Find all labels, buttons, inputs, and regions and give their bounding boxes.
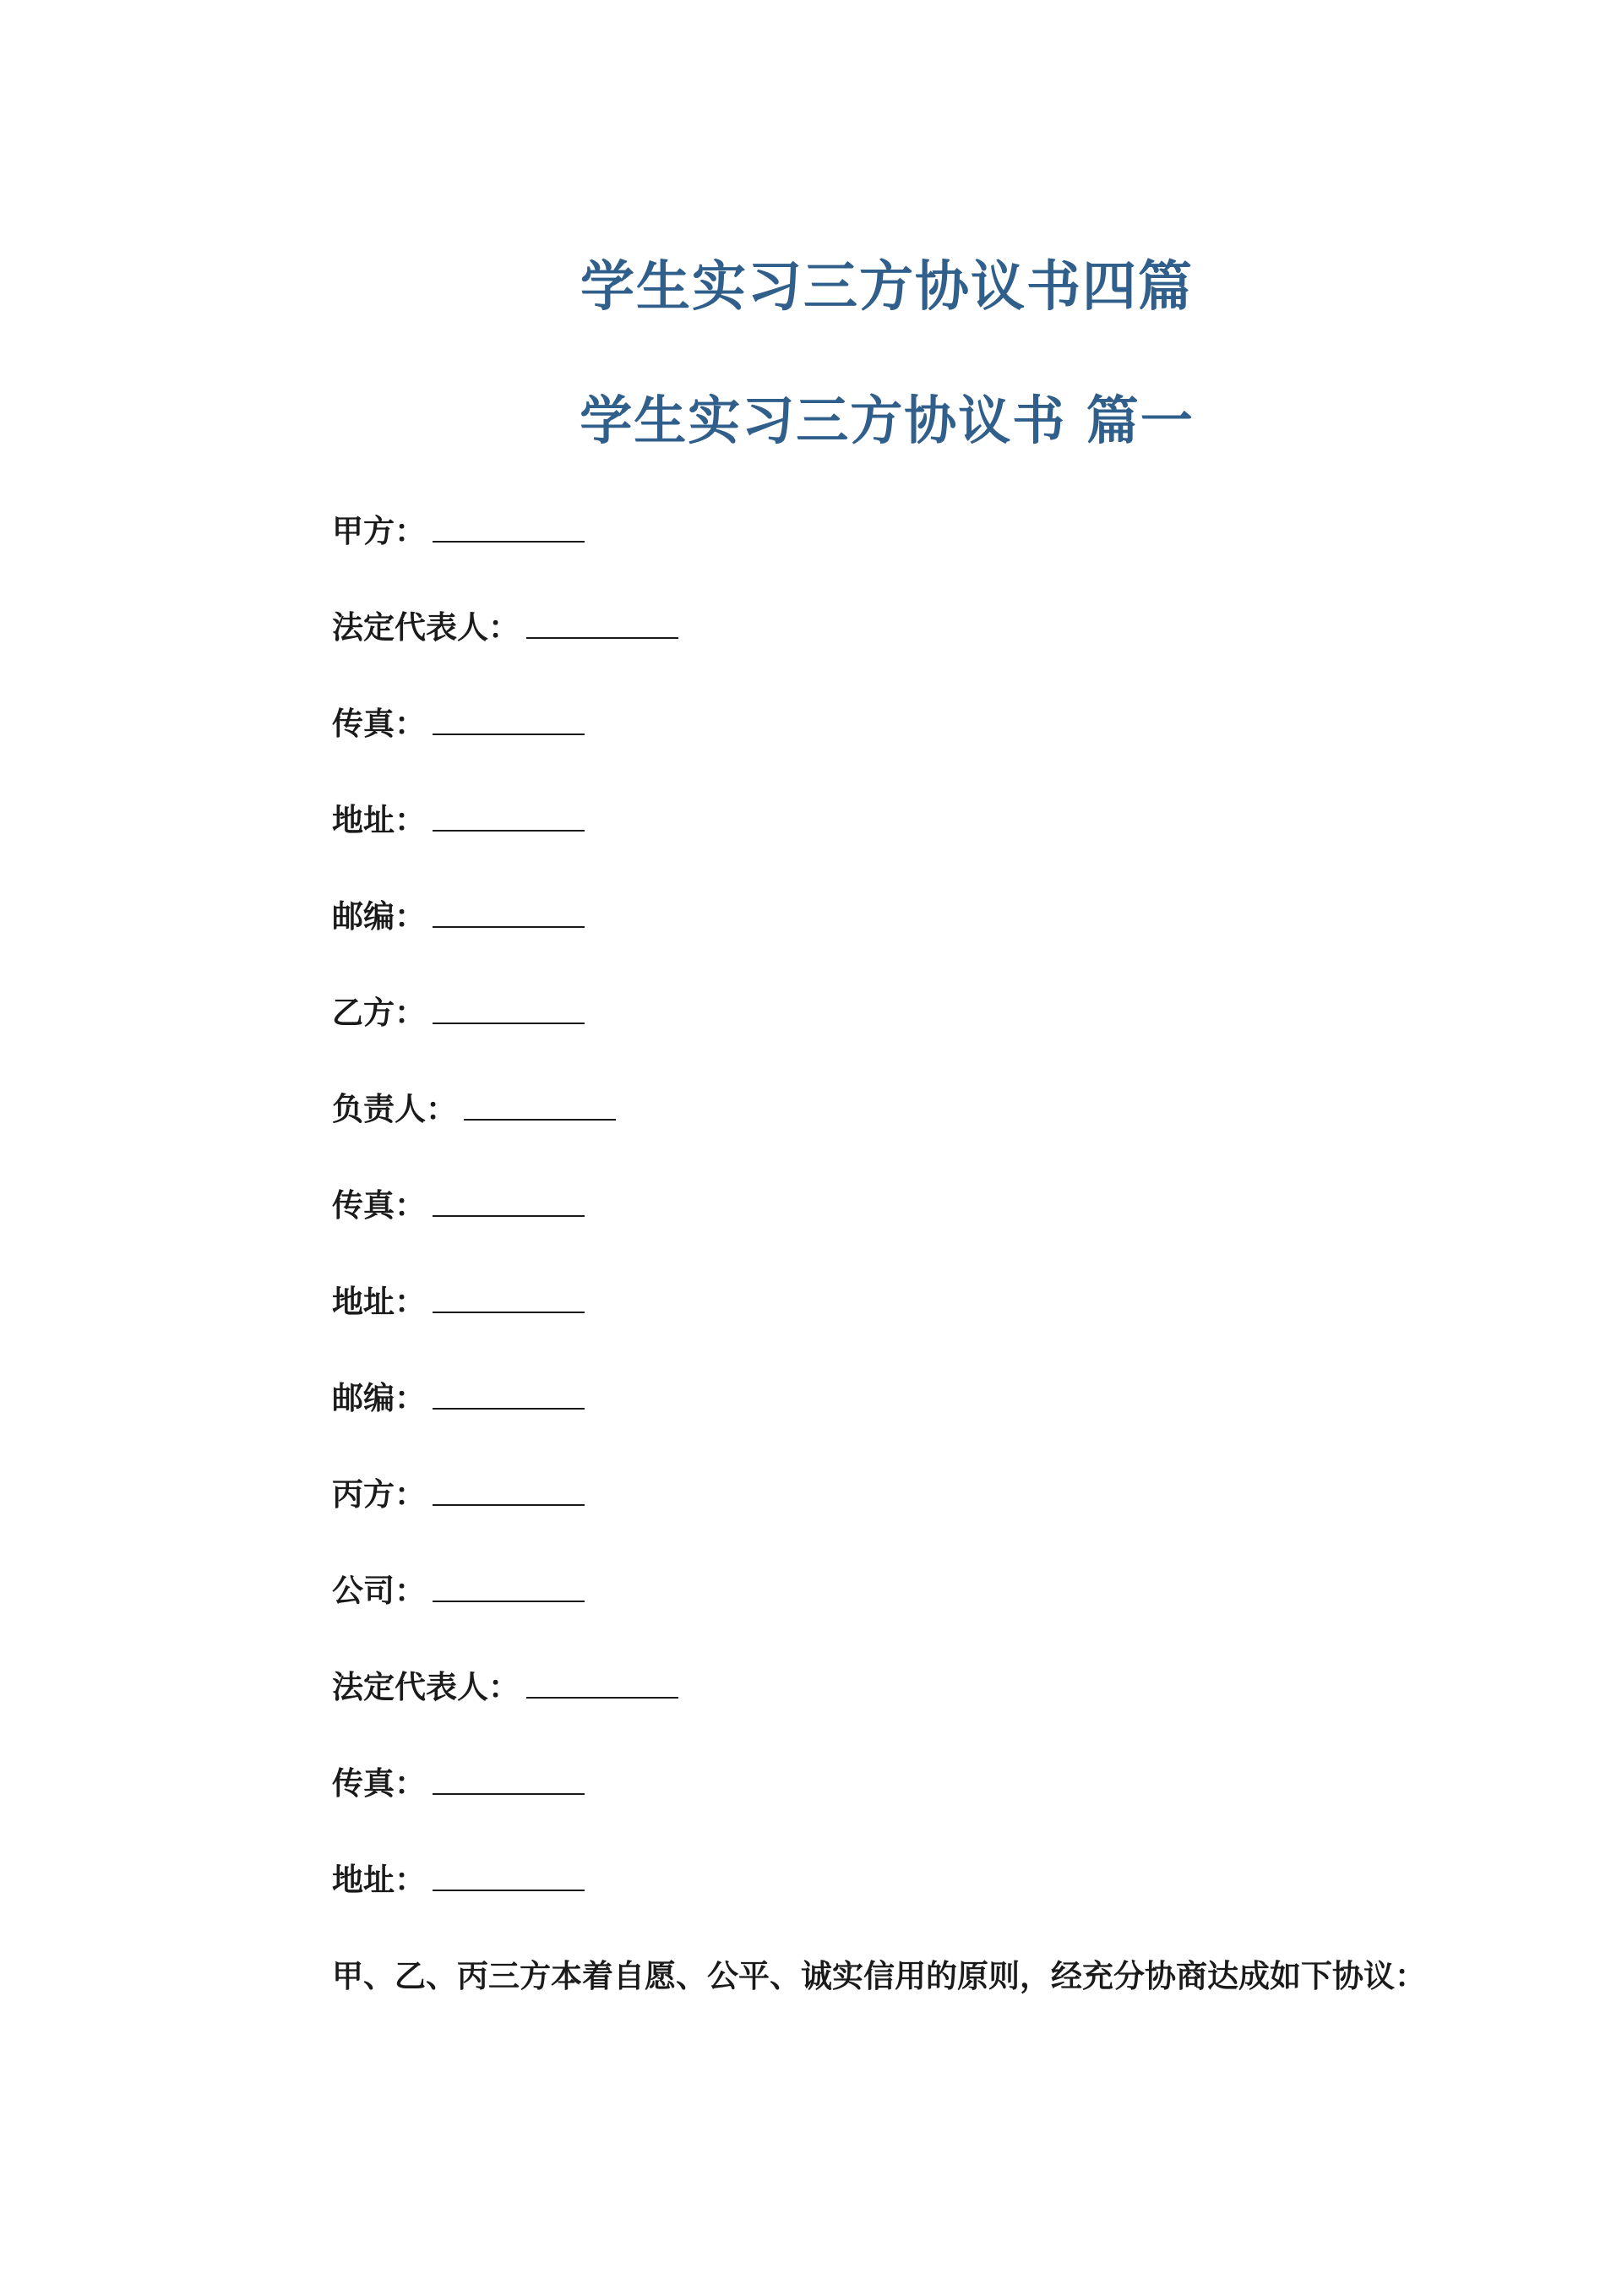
field-label: 法定代表人： <box>332 608 520 646</box>
document-title: 学生实习三方协议书四篇 <box>580 255 1194 319</box>
field-row <box>332 505 678 602</box>
fill-in-blank <box>433 505 585 543</box>
field-row <box>332 987 678 1083</box>
field-row <box>332 1758 678 1854</box>
fill-in-blank <box>433 698 585 735</box>
field-label: 邮编： <box>332 897 426 935</box>
party-info-list <box>332 505 678 1950</box>
field-label: 传真： <box>332 705 426 742</box>
fill-in-blank <box>433 1180 585 1217</box>
field-row <box>332 698 678 794</box>
fill-in-blank <box>433 1565 585 1602</box>
field-label: 传真： <box>332 1186 426 1224</box>
field-label: 公司： <box>332 1572 426 1609</box>
field-row <box>332 1276 678 1372</box>
field-row <box>332 794 678 891</box>
field-row <box>332 602 678 698</box>
fill-in-blank <box>526 602 678 639</box>
field-row <box>332 1661 678 1758</box>
agreement-preamble: 甲、乙、丙三方本着自愿、公平、诚实信用的原则，经充分协商达成如下协议： <box>332 1957 1426 1994</box>
field-row <box>332 1083 678 1180</box>
field-label: 地址： <box>332 1283 426 1320</box>
fill-in-blank <box>433 794 585 832</box>
field-row <box>332 1469 678 1565</box>
field-label: 甲方： <box>332 512 426 549</box>
field-row <box>332 1565 678 1661</box>
fill-in-blank <box>433 1854 585 1891</box>
field-label: 法定代表人： <box>332 1668 520 1705</box>
fill-in-blank <box>433 987 585 1024</box>
field-row <box>332 1372 678 1469</box>
field-label: 负责人： <box>332 1090 457 1127</box>
fill-in-blank <box>433 1758 585 1795</box>
fill-in-blank <box>464 1083 616 1121</box>
field-label: 地址： <box>332 801 426 838</box>
fill-in-blank <box>526 1661 678 1699</box>
fill-in-blank <box>433 891 585 928</box>
section-title: 学生实习三方协议书 篇一 <box>580 390 1195 451</box>
field-label: 乙方： <box>332 994 426 1031</box>
fill-in-blank <box>433 1469 585 1506</box>
field-label: 传真： <box>332 1764 426 1802</box>
field-row <box>332 891 678 987</box>
field-label: 地址： <box>332 1861 426 1898</box>
field-label: 丙方： <box>332 1475 426 1513</box>
fill-in-blank <box>433 1276 585 1313</box>
field-row <box>332 1180 678 1276</box>
fill-in-blank <box>433 1372 585 1410</box>
field-row <box>332 1854 678 1950</box>
field-label: 邮编： <box>332 1379 426 1416</box>
